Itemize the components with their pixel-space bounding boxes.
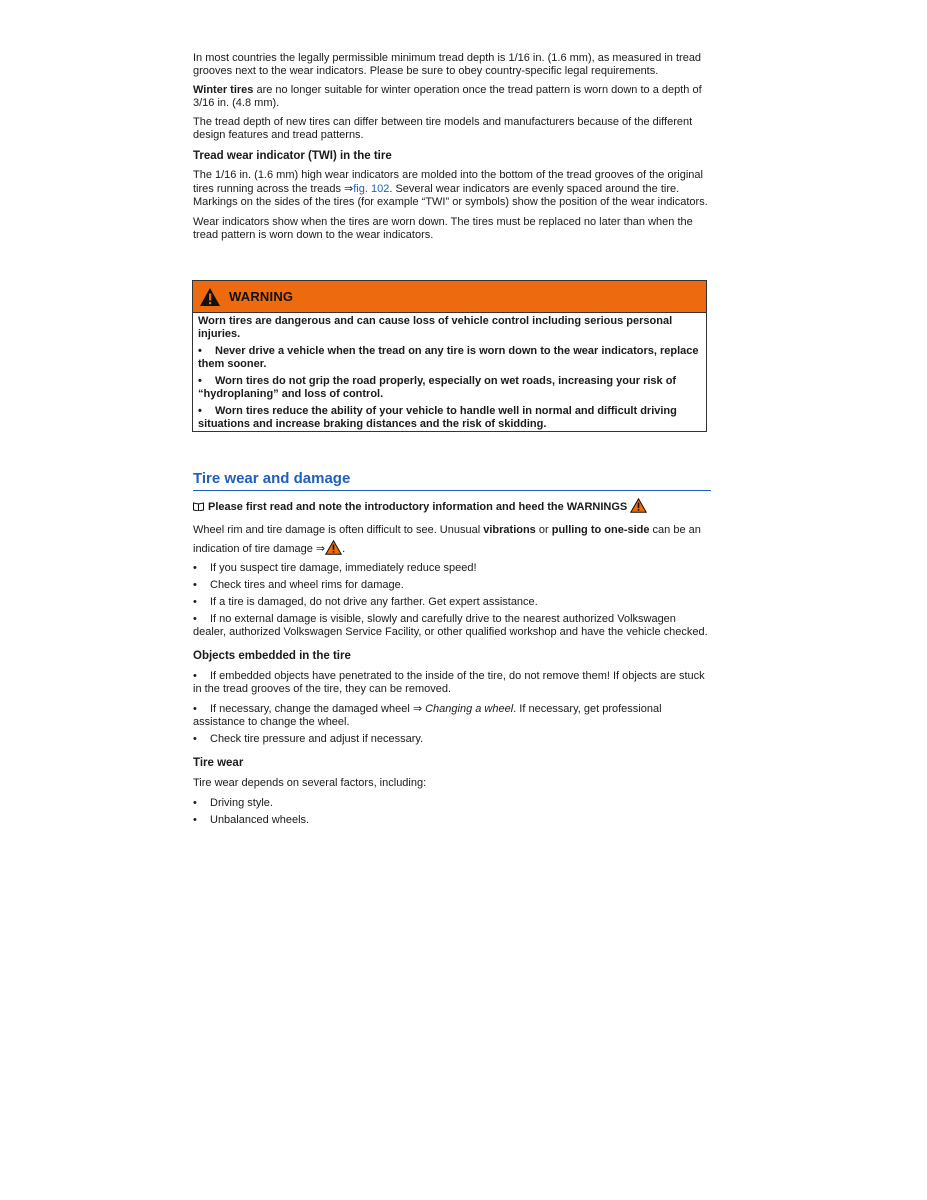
warning-item xyxy=(198,375,701,401)
bullet-icon: • xyxy=(193,703,197,715)
list-item xyxy=(193,733,711,746)
intro-section xyxy=(193,52,711,242)
vibrations-bold: vibrations xyxy=(483,524,536,536)
list-item xyxy=(193,613,711,639)
twi-paragraph-2: Wear indicators show when the tires are worn down. The tires must be replaced no later than when the tread pattern is worn down to the wear indicators. xyxy=(193,215,693,241)
changing-wheel-link[interactable]: Changing a wheel xyxy=(425,703,514,715)
tire-wear-paragraph: Tire wear depends on several factors, including: xyxy=(193,777,427,789)
read-note xyxy=(193,498,711,515)
bullet-icon: • xyxy=(198,405,202,417)
bullet-icon: • xyxy=(193,596,197,608)
warning-item-text: Worn tires do not grip the road properly, especially on wet roads, increasing your risk of “hydroplaning” and loss of control. xyxy=(198,375,677,400)
bullet-icon: • xyxy=(193,814,197,826)
twi-text-a: The 1/16 in. (1.6 mm) high wear indicators are molded into the bottom of the tread grooves of the original tires running across the treads ⇒ xyxy=(193,169,703,195)
bullet-icon: • xyxy=(193,733,197,745)
list-item xyxy=(193,670,711,696)
damage-paragraph xyxy=(193,521,711,559)
warning-triangle-icon[interactable] xyxy=(325,540,342,555)
bullet-icon: • xyxy=(193,613,197,625)
intro-paragraph-2 xyxy=(193,84,711,110)
intro-paragraph-1: In most countries the legally permissible minimum tread depth is 1/16 in. (1.6 mm), as measured in tread grooves next to the wear indicators. Please be sure to obey country-specific legal requirements. xyxy=(193,52,702,77)
warning-box xyxy=(192,280,707,432)
bullet-icon: • xyxy=(193,670,197,682)
warning-item xyxy=(198,345,701,371)
warning-item xyxy=(198,405,701,431)
damage-text-e: . xyxy=(342,543,346,555)
list-item-text: If no external damage is visible, slowly and carefully drive to the nearest authorized Volkswagen dealer, authorized Volkswagen Service Facility, or other qualified workshop and have the vehicle checked. xyxy=(193,613,708,638)
list-item-text: If you suspect tire damage, immediately reduce speed! xyxy=(210,562,477,574)
list-item-text: If necessary, change the damaged wheel ⇒ xyxy=(210,703,426,715)
book-icon xyxy=(193,502,204,511)
damage-text-a: Wheel rim and tire damage is often difficult to see. Unusual xyxy=(193,524,484,536)
intro-paragraph-3: The tread depth of new tires can differ between tire models and manufacturers because of the different design features and tread patterns. xyxy=(193,116,693,141)
warning-triangle-icon[interactable] xyxy=(630,498,647,513)
twi-text-b: . Several wear indicators are evenly spaced around the tire. Markings on the sides of the tires (for example “TWI” or symbols) show the position of the wear indicators. xyxy=(193,182,708,208)
list-item xyxy=(193,703,711,729)
list-item xyxy=(193,814,711,827)
section-title-bar xyxy=(193,470,711,491)
embedded-heading: Objects embedded in the tire xyxy=(193,650,351,662)
damage-text-c: or xyxy=(535,524,552,536)
twi-heading: Tread wear indicator (TWI) in the tire xyxy=(193,150,392,162)
list-item-text: If embedded objects have penetrated to the inside of the tire, do not remove them! If objects are stuck in the tread grooves of the tire, they can be removed. xyxy=(193,670,705,695)
list-item xyxy=(193,562,711,575)
bullet-icon: • xyxy=(193,562,197,574)
pulling-bold: pulling to one-side xyxy=(551,524,650,536)
damage-text-d: can be an indication of tire damage ⇒ xyxy=(193,524,701,555)
twi-paragraph-1 xyxy=(193,169,711,210)
warning-body xyxy=(193,313,706,431)
tire-damage-section xyxy=(193,498,711,831)
warning-title: WARNING xyxy=(229,289,294,304)
bullet-icon: • xyxy=(193,579,197,591)
list-item xyxy=(193,579,711,592)
warning-item-text: Never drive a vehicle when the tread on any tire is worn down to the wear indicators, replace them sooner. xyxy=(198,345,699,370)
list-item xyxy=(193,596,711,609)
list-item-text: . If necessary, get professional assistance to change the wheel. xyxy=(193,703,662,728)
section-title: Tire wear and damage xyxy=(193,470,351,487)
list-item-text: Driving style. xyxy=(210,797,273,809)
tire-wear-heading: Tire wear xyxy=(193,757,244,769)
warning-lead: Worn tires are dangerous and can cause loss of vehicle control including serious personal injuries. xyxy=(198,315,673,340)
winter-tires-text: are no longer suitable for winter operation once the tread pattern is worn down to a depth of 3/16 in. (4.8 mm). xyxy=(193,84,702,109)
warning-header xyxy=(193,281,706,313)
bullet-icon: • xyxy=(198,375,202,387)
bullet-icon: • xyxy=(198,345,202,357)
bullet-icon: • xyxy=(193,797,197,809)
list-item-text: Unbalanced wheels. xyxy=(210,814,310,826)
warning-item-text: Worn tires reduce the ability of your vehicle to handle well in normal and difficult driving situations and increase braking distances and the risk of skidding. xyxy=(198,405,677,430)
list-item xyxy=(193,797,711,810)
list-item-text: Check tire pressure and adjust if necessary. xyxy=(210,733,424,745)
list-item-text: Check tires and wheel rims for damage. xyxy=(210,579,404,591)
list-item-text: If a tire is damaged, do not drive any farther. Get expert assistance. xyxy=(210,596,538,608)
warning-triangle-icon xyxy=(199,287,221,307)
fig-102-link[interactable]: fig. 102 xyxy=(353,182,390,195)
read-note-text: Please first read and note the introductory information and heed the WARNINGS xyxy=(208,501,628,513)
winter-tires-bold: Winter tires xyxy=(193,84,254,96)
